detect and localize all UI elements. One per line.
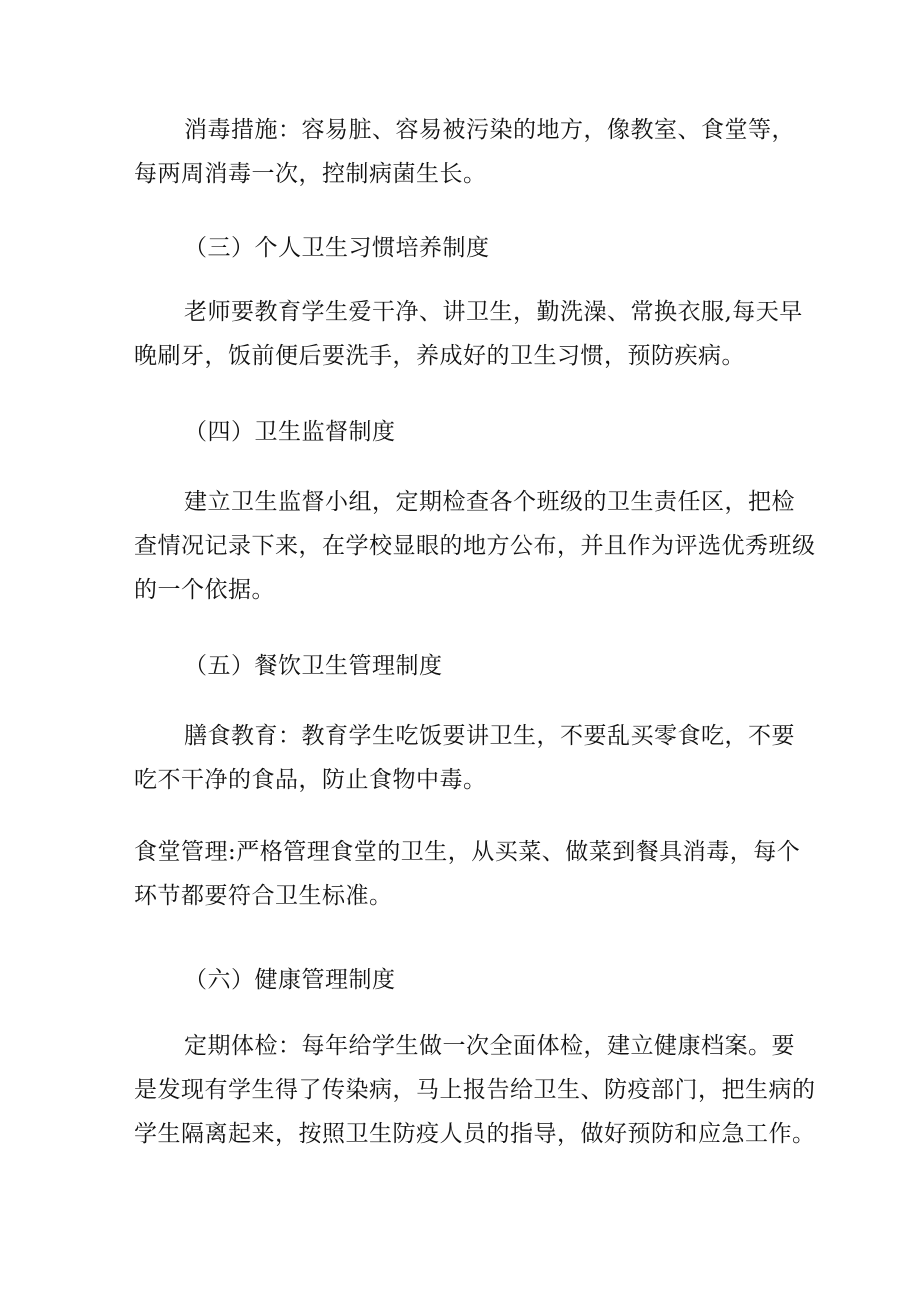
paragraph-personal-hygiene	[134, 290, 803, 378]
section-heading-3: （三）个人卫生习惯培养制度	[184, 235, 490, 261]
text-line: 晚刷牙，饭前便后要洗手，养成好的卫生习惯，预防疾病。	[134, 343, 745, 369]
text-line: 膳食教育：教育学生吃饭要讲卫生，不要乱买零食吃，不要	[184, 723, 795, 749]
paragraph-health-check	[134, 1024, 816, 1156]
section-heading-6: （六）健康管理制度	[184, 967, 396, 993]
text-line: 查情况记录下来，在学校显眼的地方公布，并且作为评选优秀班级	[134, 533, 816, 559]
text-line: 学生隔离起来，按照卫生防疫人员的指导，做好预防和应急工作。	[134, 1121, 816, 1147]
paragraph-disinfection	[134, 108, 794, 196]
section-heading-4: （四）卫生监督制度	[184, 419, 396, 445]
paragraph-diet-education	[134, 714, 794, 802]
section-heading-5: （五）餐饮卫生管理制度	[184, 653, 443, 679]
text-line: 的一个依据。	[134, 577, 275, 603]
paragraph-canteen-management	[134, 830, 801, 918]
text-line: 环节都要符合卫生标准。	[134, 883, 393, 909]
text-line: 食堂管理:严格管理食堂的卫生，从买菜、做菜到餐具消毒，每个	[134, 839, 801, 865]
text-line: 定期体检：每年给学生做一次全面体检，建立健康档案。要	[184, 1033, 795, 1059]
text-line: 老师要教育学生爱干净、讲卫生，勤洗澡、常换衣服,每天早	[184, 299, 803, 325]
text-line: 是发现有学生得了传染病，马上报告给卫生、防疫部门，把生病的	[134, 1077, 816, 1103]
text-line: 吃不干净的食品，防止食物中毒。	[134, 767, 487, 793]
text-line: 每两周消毒一次，控制病菌生长。	[134, 161, 487, 187]
paragraph-supervision	[134, 480, 816, 612]
text-line: 建立卫生监督小组，定期检查各个班级的卫生责任区，把检	[184, 489, 795, 515]
text-line: 消毒措施：容易脏、容易被污染的地方，像教室、食堂等，	[184, 117, 795, 143]
